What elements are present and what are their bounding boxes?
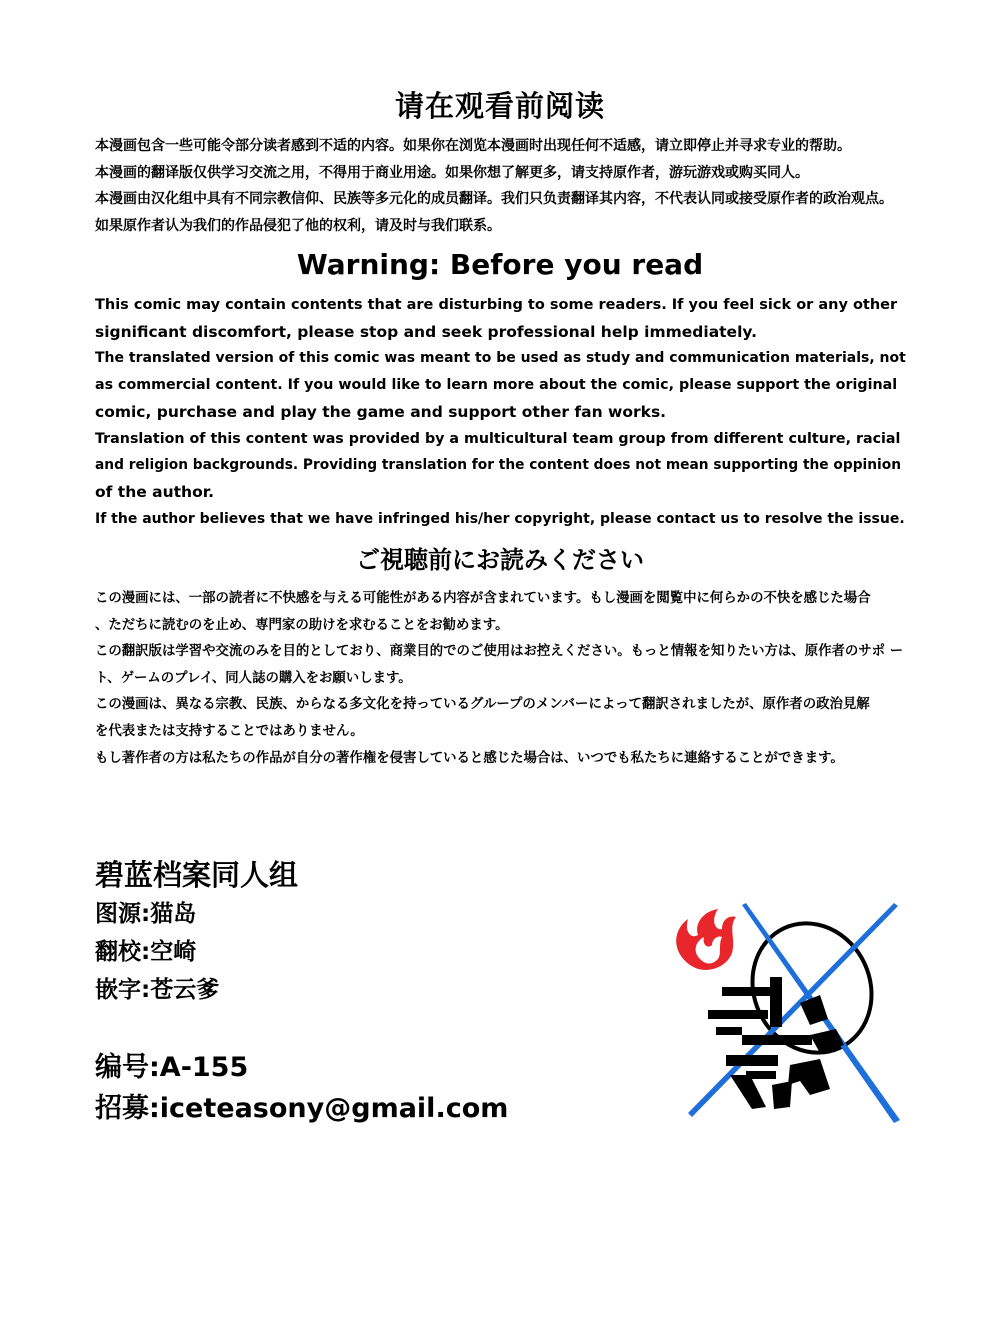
notice-zh-line: 如果原作者认为我们的作品侵犯了他的权利，请及时与我们联系。: [95, 217, 501, 234]
notice-en-line: of the author.: [95, 482, 215, 501]
notice-ja-line: を代表または支持することではありません。: [95, 723, 364, 739]
notice-en-line: as commercial content. If you would like to learn more about the comic, please support the original: [95, 377, 898, 394]
credits-group-name: 碧蓝档案同人组: [95, 858, 299, 892]
notice-zh-line: 本漫画的翻译版仅供学习交流之用，不得用于商业用途。如果你想了解更多，请支持原作者，游玩游戏或购买同人。: [95, 164, 809, 181]
notice-en-line: significant discomfort, please stop and seek professional help immediately.: [95, 322, 757, 341]
notice-ja-body: [95, 586, 910, 772]
notice-en-line: The translated version of this comic was meant to be used as study and communication materials, not: [95, 350, 906, 367]
notice-ja-line: この漫画は、異なる宗教、民族、からなる多文化を持っているグループのメンバーによって翻訳されましたが、原作者の政治見解: [95, 697, 870, 713]
notice-zh-line: 本漫画包含一些可能令部分读者感到不适的内容。如果你在浏览本漫画时出现任何不适感，请立即停止并寻求专业的帮助。: [95, 138, 851, 154]
notice-en-body: [95, 292, 910, 532]
notice-en-line: If the author believes that we have infringed his/her copyright, please contact us to resolve the issue.: [95, 510, 905, 527]
notice-zh-line: 本漫画由汉化组中具有不同宗教信仰、民族等多元化的成员翻译。我们只负责翻译其内容，不代表认同或接受原作者的政治观点。: [95, 191, 893, 207]
notice-zh-body: [95, 133, 910, 239]
notice-en-line: comic, purchase and play the game and support other fan works.: [95, 402, 667, 421]
notice-ja-line: ト、ゲームのプレイ、同人誌の購入をお願いします。: [95, 670, 412, 686]
logo-glyph: [708, 977, 844, 1109]
notice-en-line: Translation of this content was provided by a multicultural team group from different culture, racial: [95, 430, 901, 447]
notice-en-line: and religion backgrounds. Providing translation for the content does not mean supporting the oppinion: [95, 457, 902, 474]
notice-ja-line: もし著作者の方は私たちの作品が自分の著作権を侵害していると感じた場合は、いつでも私たちに連絡することができます。: [95, 750, 844, 766]
credits-recruit: 招募:iceteasony@gmail.com: [95, 1093, 509, 1124]
notice-en-line: This comic may contain contents that are disturbing to some readers. If you feel sick or any other: [95, 297, 898, 313]
title-en: Warning: Before you read: [296, 248, 704, 281]
title-ja: ご視聴前にお読みください: [356, 546, 644, 574]
credits-source: 图源:猫岛: [95, 901, 197, 927]
group-logo-icon: [660, 895, 910, 1125]
credits-translate: 翻校:空崎: [95, 939, 197, 965]
notice-ja-line: この翻訳版は学習や交流のみを目的としており、商業目的でのご使用はお控えください。もっと情報を知りたい方は、原作者のサポ ー: [95, 644, 904, 660]
credits-number: 编号:A-155: [95, 1052, 249, 1083]
notice-ja-line: 、ただちに読むのを止め、専門家の助けを求むることをお勧めます。: [95, 617, 509, 633]
notice-ja-line: この漫画には、一部の読者に不快感を与える可能性がある内容が含まれています。もし漫画を閲覧中に何らかの不快を感じた場合: [95, 591, 871, 606]
title-zh: 请在观看前阅读: [394, 89, 605, 123]
credits-typeset: 嵌字:苍云爹: [95, 977, 220, 1003]
